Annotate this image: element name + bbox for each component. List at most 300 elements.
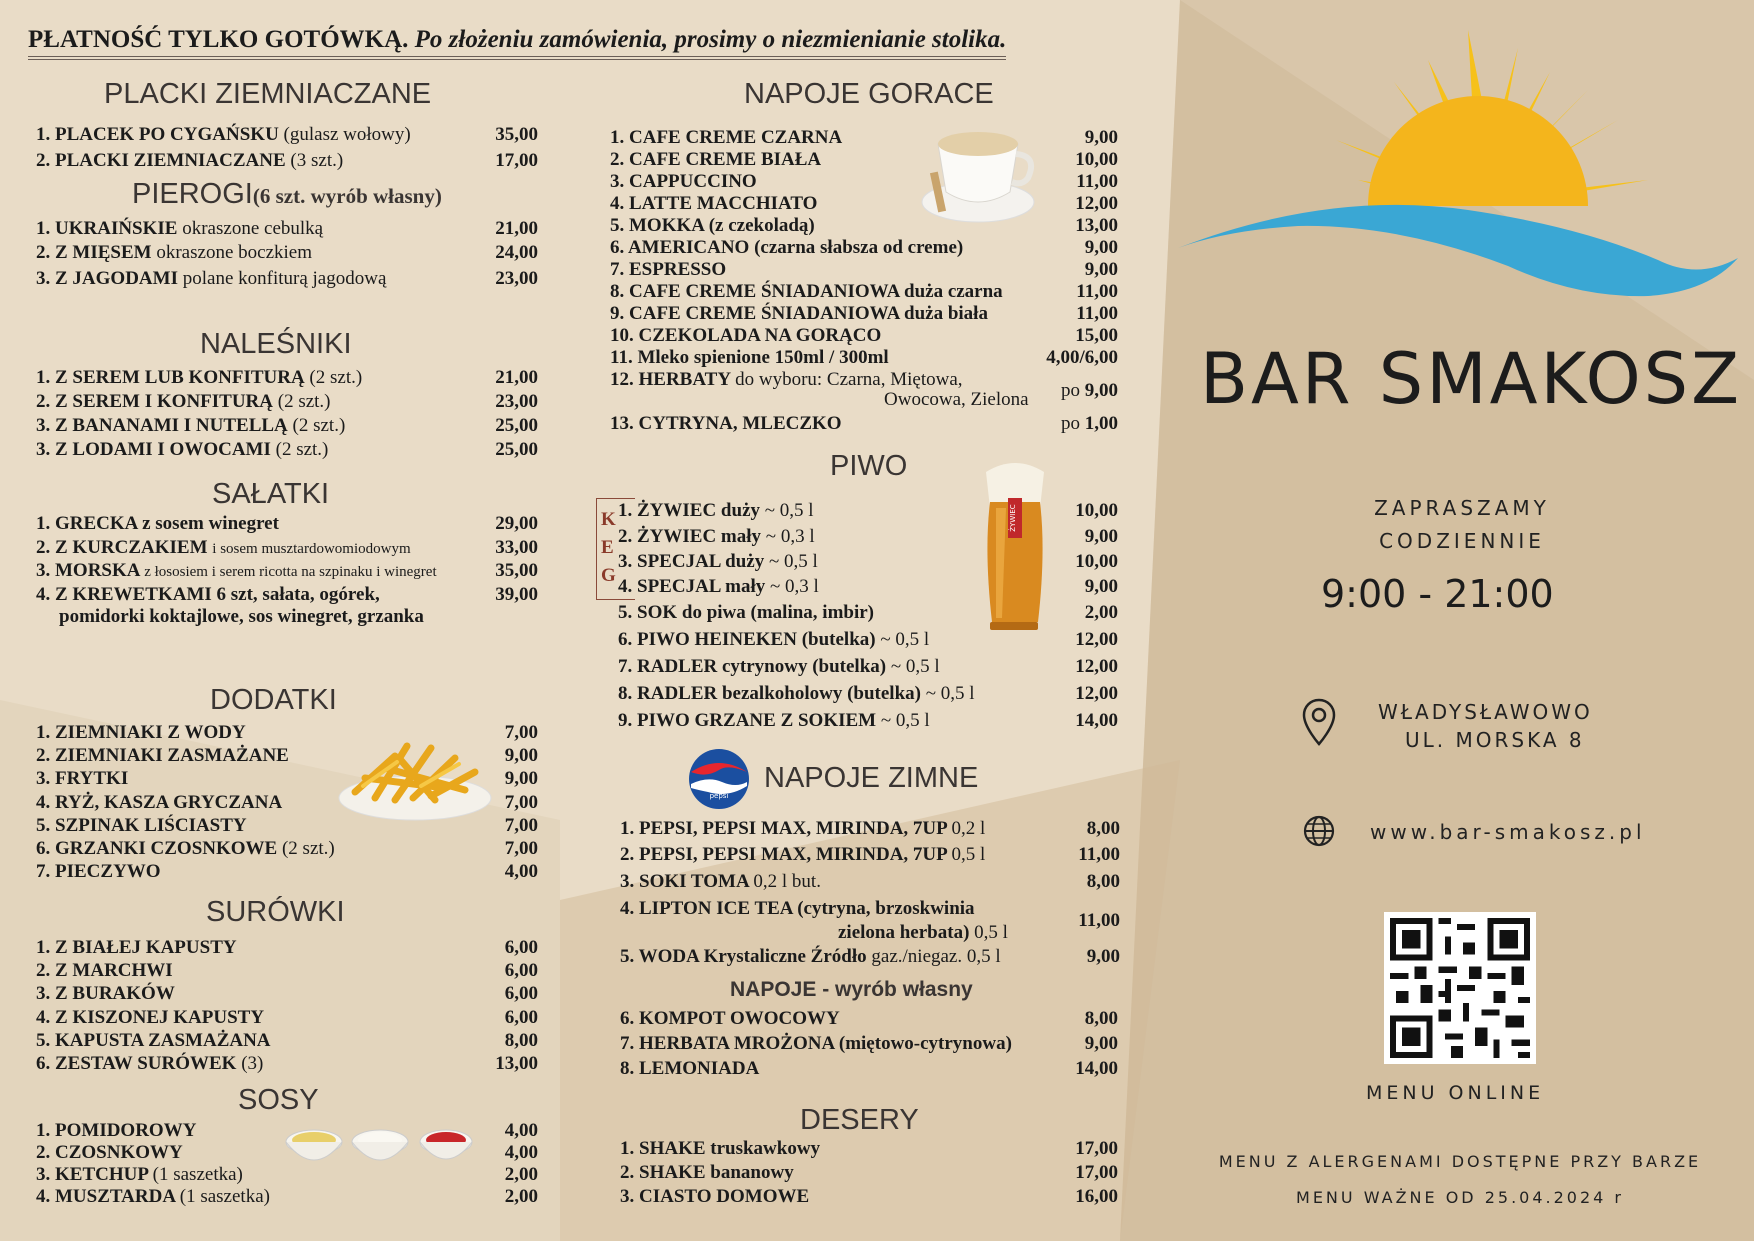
menu-item-name: 2. Z KURCZAKIEM [36, 537, 208, 558]
menu-item-price-value: 9,00 [504, 768, 538, 789]
menu-item-price-value: 2,00 [1084, 602, 1118, 623]
menu-item [36, 861, 161, 883]
menu-item [36, 745, 289, 767]
menu-item-note: (2 szt.) [277, 391, 331, 412]
menu-item-price [1075, 500, 1118, 522]
sun-logo-icon [1178, 30, 1738, 310]
menu-item-name: 2. ZIEMNIAKI ZASMAŻANE [36, 745, 289, 766]
menu-item [36, 415, 345, 437]
menu-item-name: 1. ŻYWIEC duży [618, 500, 760, 521]
menu-item-price-value: 11,00 [1076, 171, 1118, 192]
menu-item [620, 1058, 759, 1080]
menu-item-note: ~ 0,5 l [880, 629, 930, 650]
menu-item [610, 127, 842, 149]
menu-item-price-value: 23,00 [495, 268, 538, 289]
menu-item-note: (2 szt.) [292, 415, 346, 436]
menu-item-name: 2. Z MIĘSEM [36, 242, 152, 263]
section-title-pierogi [132, 178, 442, 211]
menu-item [610, 303, 988, 325]
section-title-napoje-gorace: NAPOJE GORACE [744, 78, 994, 110]
menu-item-name: 2. SHAKE bananowy [620, 1162, 794, 1183]
menu-item-price [1075, 551, 1118, 573]
menu-item-note: (2 szt.) [281, 838, 335, 859]
menu-item-price [1078, 844, 1120, 866]
allergens-note: MENU Z ALERGENAMI DOSTĘPNE PRZY BARZE [1218, 1152, 1702, 1171]
menu-item-name: 1. GRECKA z sosem winegret [36, 513, 279, 534]
menu-item-price-value: 11,00 [1076, 281, 1118, 302]
menu-item-name: 2. ŻYWIEC mały [618, 526, 762, 547]
pepsi-logo-icon [688, 748, 750, 810]
menu-item-name: 1. PLACEK PO CYGAŃSKU [36, 124, 279, 145]
menu-item-name: 1. ZIEMNIAKI Z WODY [36, 722, 246, 743]
menu-item [36, 124, 411, 146]
menu-item-price-value: 9,00 [1084, 237, 1118, 258]
menu-item-price-value: 10,00 [1075, 551, 1118, 572]
menu-item [610, 237, 963, 259]
menu-item-price [505, 745, 538, 767]
menu-item-price [1087, 818, 1120, 840]
menu-item-name: 4. MUSZTARDA [36, 1186, 175, 1207]
menu-item-price [505, 768, 538, 790]
menu-item-price [505, 983, 538, 1005]
menu-item-price-prefix: po [1061, 413, 1080, 434]
menu-item-price [505, 722, 538, 744]
menu-item-price [1075, 1138, 1118, 1160]
menu-item-name: 6. AMERICANO (czarna słabsza od creme) [610, 237, 964, 258]
menu-item [610, 171, 757, 193]
menu-item-price [1075, 1162, 1118, 1184]
menu-item-name: 1. UKRAIŃSKIE [36, 218, 178, 239]
menu-item-name: 3. KETCHUP [36, 1164, 148, 1185]
menu-item-name: 3. SPECJAL duży [618, 551, 765, 572]
menu-item-price [1076, 303, 1118, 325]
menu-item-price-value: 7,00 [504, 722, 538, 743]
menu-item-name: 4. Z KREWETKAMI 6 szt, sałata, ogórek, [36, 584, 380, 605]
menu-item-price-value: 8,00 [1086, 818, 1120, 839]
menu-item-name: 12. HERBATY [610, 369, 731, 390]
menu-item-price-value: 4,00 [504, 1142, 538, 1163]
beer-glass-label: ŻYWIEC [1009, 504, 1017, 532]
invite-line-1: ZAPRASZAMY [1374, 496, 1550, 520]
menu-item-price-value: 39,00 [495, 584, 538, 605]
menu-item [620, 1186, 809, 1208]
menu-item-name: 2. Z SEREM I KONFITURĄ [36, 391, 273, 412]
coffee-cup-icon [920, 120, 1040, 230]
menu-item-price [495, 242, 538, 264]
menu-item [618, 629, 929, 651]
menu-item-price-value: 14,00 [1075, 1058, 1118, 1079]
menu-item-price [495, 439, 538, 461]
menu-item-price [1085, 1008, 1118, 1030]
menu-item-name: 3. CIASTO DOMOWE [620, 1186, 810, 1207]
menu-item-name: 4. SPECJAL mały [618, 576, 766, 597]
menu-item-name: 13. CYTRYNA, MLECZKO [610, 413, 842, 434]
menu-item-price [1075, 629, 1118, 651]
menu-item [620, 844, 985, 866]
menu-item [610, 259, 726, 281]
menu-item [618, 710, 930, 732]
menu-item-name: 1. POMIDOROWY [36, 1120, 197, 1141]
section-title-dodatki: DODATKI [210, 684, 337, 716]
menu-item [618, 526, 815, 548]
location-pin-icon [1302, 698, 1336, 746]
menu-item-name: 3. Z BANANAMI I NUTELLĄ [36, 415, 288, 436]
menu-item-price [505, 815, 538, 837]
keg-letter-g: G [601, 565, 616, 586]
menu-item-price [1085, 1033, 1118, 1055]
menu-item-name: 7. PIECZYWO [36, 861, 161, 882]
menu-item-price [1078, 910, 1120, 932]
section-title-surowki: SURÓWKI [206, 896, 345, 928]
menu-item-note: (1 saszetka) [152, 1164, 243, 1185]
menu-item-price-value: 24,00 [495, 242, 538, 263]
section-title-desery: DESERY [800, 1104, 919, 1136]
menu-item [36, 1120, 196, 1142]
menu-item-price [1085, 576, 1118, 598]
menu-item-price [1085, 127, 1118, 149]
menu-item [620, 1008, 840, 1030]
menu-item-price [1075, 656, 1118, 678]
qr-code-icon[interactable] [1384, 912, 1536, 1064]
menu-item-price-value: 11,00 [1078, 910, 1120, 931]
menu-item [610, 281, 1003, 303]
menu-item-note: ~ 0,3 l [765, 526, 815, 547]
menu-item [618, 500, 814, 522]
menu-item-price-prefix: po [1061, 380, 1080, 401]
menu-item-note: 0,2 l [951, 818, 986, 839]
section-title-placki: PLACKI ZIEMNIACZANE [104, 78, 432, 110]
menu-item-price [1075, 710, 1118, 732]
menu-item-name: 1. PEPSI, PEPSI MAX, MIRINDA, 7UP [620, 818, 947, 839]
section-title-piwo: PIWO [830, 450, 908, 482]
menu-item-name: 8. LEMONIADA [620, 1058, 760, 1079]
menu-item-price-value: 9,00 [1084, 259, 1118, 280]
menu-item [36, 1142, 183, 1164]
menu-item-name: 8. CAFE CREME ŚNIADANIOWA duża czarna [610, 281, 1003, 302]
menu-item-price [1085, 602, 1118, 624]
menu-item-price-value: 21,00 [495, 367, 538, 388]
menu-item-price [1061, 380, 1118, 402]
menu-item [36, 560, 437, 583]
menu-item-price [1087, 946, 1120, 968]
lipton-continuation-text: zielona herbata) [838, 922, 970, 943]
menu-item-price [1075, 683, 1118, 705]
menu-item-name: 3. FRYTKI [36, 768, 129, 789]
menu-item-price [1075, 1186, 1118, 1208]
menu-item-note: ~ 0,5 l [890, 656, 940, 677]
menu-item [610, 369, 963, 391]
menu-item-price [1085, 259, 1118, 281]
menu-item [36, 513, 279, 535]
menu-item [36, 367, 362, 389]
menu-item-name: 5. MOKKA (z czekoladą) [610, 215, 815, 236]
keg-letter-k: K [601, 509, 616, 530]
menu-item [36, 722, 246, 744]
menu-item-note: (gulasz wołowy) [283, 124, 411, 145]
menu-item-price-value: 4,00 [504, 1120, 538, 1141]
lipton-continuation [838, 922, 1008, 944]
menu-item [610, 193, 817, 215]
menu-item-note: (3) [241, 1053, 264, 1074]
menu-item-price [505, 1030, 538, 1052]
address-city: WŁADYSŁAWOWO [1378, 700, 1593, 724]
menu-item-price-value: 4,00 [504, 861, 538, 882]
menu-item-price [495, 150, 538, 172]
notice-italic: Po złożeniu zamówienia, prosimy o niezmienianie stolika. [414, 26, 1007, 53]
menu-item [36, 1030, 271, 1052]
menu-item-price [1085, 526, 1118, 548]
menu-item-price-value: 6,00 [504, 960, 538, 981]
menu-item [620, 818, 985, 840]
salatki-continuation: pomidorki koktajlowe, sos winegret, grzanka [59, 606, 424, 627]
herbaty-continuation [884, 389, 1029, 411]
menu-item-price-value: 16,00 [1075, 1186, 1118, 1207]
valid-from-note: MENU WAŻNE OD 25.04.2024 r [1296, 1188, 1624, 1207]
menu-item-note: (3 szt.) [290, 150, 344, 171]
menu-item [620, 1033, 1012, 1055]
menu-item-price [495, 367, 538, 389]
menu-item-name: 1. SHAKE truskawkowy [620, 1138, 821, 1159]
menu-item-price-value: 15,00 [1075, 325, 1118, 346]
menu-item-price [1075, 215, 1118, 237]
menu-item [36, 960, 173, 982]
menu-item-price-value: 2,00 [504, 1186, 538, 1207]
website-link[interactable]: www.bar-smakosz.pl [1370, 820, 1646, 844]
menu-item-name: 6. ZESTAW SURÓWEK [36, 1053, 237, 1074]
menu-item-name: 1. Z BIAŁEJ KAPUSTY [36, 937, 237, 958]
menu-item-price-value: 7,00 [504, 838, 538, 859]
menu-item [36, 1186, 270, 1208]
menu-item-name: 2. PEPSI, PEPSI MAX, MIRINDA, 7UP [620, 844, 947, 865]
menu-item [36, 584, 380, 606]
menu-item [36, 1007, 264, 1029]
menu-item-price-value: 9,00 [1084, 127, 1118, 148]
menu-item [618, 656, 940, 678]
menu-item-price [1046, 347, 1118, 369]
menu-item-price-value: 10,00 [1075, 149, 1118, 170]
menu-item-price [495, 218, 538, 240]
menu-item-name: 8. RADLER bezalkoholowy (butelka) [618, 683, 921, 704]
menu-item-price [1075, 193, 1118, 215]
menu-item-name: 5. SOK do piwa (malina, imbir) [618, 602, 874, 623]
menu-item-name: 1. Z SEREM LUB KONFITURĄ [36, 367, 305, 388]
menu-item [620, 1162, 794, 1184]
menu-item-name: 6. GRZANKI CZOSNKOWE [36, 838, 278, 859]
menu-item [36, 537, 411, 560]
menu-item-price-value: 17,00 [1075, 1138, 1118, 1159]
menu-item-name: 7. ESPRESSO [610, 259, 727, 280]
menu-item-price [1075, 1058, 1118, 1080]
herbaty-continuation-text: Owocowa, Zielona [884, 389, 1029, 410]
menu-item-name: 3. Z BURAKÓW [36, 983, 175, 1004]
sauce-bowls-icon [284, 1120, 474, 1172]
menu-item-price-value: 6,00 [504, 983, 538, 1004]
menu-item-price-value: 8,00 [1084, 1008, 1118, 1029]
menu-item-price-value: 11,00 [1076, 303, 1118, 324]
lipton-note: 0,5 l [974, 922, 1008, 943]
beer-glass-icon [980, 462, 1050, 632]
menu-item-price-value: 9,00 [1084, 380, 1118, 401]
menu-item-name: 5. WODA Krystaliczne Źródło [620, 946, 867, 967]
menu-item-price [1075, 149, 1118, 171]
menu-item-name: 9. CAFE CREME ŚNIADANIOWA duża biała [610, 303, 988, 324]
keg-letter-e: E [601, 537, 614, 558]
menu-item-price-value: 13,00 [1075, 215, 1118, 236]
menu-item-price-value: 23,00 [495, 391, 538, 412]
menu-item-note: (2 szt.) [275, 439, 329, 460]
menu-item-price [495, 1053, 538, 1075]
menu-item-price-value: 4,00/6,00 [1046, 347, 1118, 368]
menu-item [618, 602, 874, 624]
menu-item [36, 1053, 263, 1075]
menu-online-label: MENU ONLINE [1366, 1082, 1545, 1104]
menu-item-price [505, 1120, 538, 1142]
menu-item-price [1061, 413, 1118, 435]
menu-item-price-value: 12,00 [1075, 193, 1118, 214]
menu-item-price-value: 1,00 [1084, 413, 1118, 434]
menu-item-price-value: 25,00 [495, 415, 538, 436]
section-title-salatki: SAŁATKI [212, 478, 330, 510]
menu-item-note: i sosem musztardowomiodowym [212, 541, 411, 557]
menu-item-note: ~ 0,3 l [770, 576, 819, 597]
menu-item-price-value: 25,00 [495, 439, 538, 460]
menu-item-price [505, 1007, 538, 1029]
menu-item-note: ~ 0,5 l [880, 710, 930, 731]
menu-item-note: z łososiem i serem ricotta na szpinaku i winegret [144, 564, 437, 580]
menu-item-name: 9. PIWO GRZANE Z SOKIEM [618, 710, 877, 731]
menu-item-note: (1 saszetka) [179, 1186, 270, 1207]
menu-item-name: 2. Z MARCHWI [36, 960, 173, 981]
menu-item-price [1085, 237, 1118, 259]
menu-item-note: ~ 0,5 l [764, 500, 814, 521]
menu-item [36, 218, 323, 240]
menu-item [610, 325, 881, 347]
menu-item-price [1075, 325, 1118, 347]
menu-item [610, 413, 842, 435]
menu-item-price [495, 584, 538, 606]
menu-item [36, 391, 331, 413]
menu-item-price-value: 9,00 [1084, 576, 1118, 597]
menu-item-price-value: 11,00 [1078, 844, 1120, 865]
menu-item [618, 576, 819, 598]
section-title-napoje-zimne: NAPOJE ZIMNE [764, 762, 979, 794]
menu-item [620, 1138, 820, 1160]
menu-item-note: 0,2 l but. [753, 871, 821, 892]
address-street: UL. MORSKA 8 [1405, 728, 1585, 752]
menu-item [620, 946, 1001, 968]
menu-item-price [495, 560, 538, 582]
menu-item-price [495, 415, 538, 437]
menu-item [620, 898, 975, 920]
menu-item-price-value: 13,00 [495, 1053, 538, 1074]
menu-item-price [495, 513, 538, 535]
menu-item [610, 149, 821, 171]
menu-item-price [495, 537, 538, 559]
menu-item-name: 5. KAPUSTA ZASMAŻANA [36, 1030, 271, 1051]
payment-notice [28, 26, 1006, 60]
menu-item-name: 4. Z KISZONEJ KAPUSTY [36, 1007, 265, 1028]
menu-item-price-value: 7,00 [504, 792, 538, 813]
menu-item-price-value: 9,00 [1084, 1033, 1118, 1054]
fries-icon [335, 728, 495, 824]
section-title-sosy: SOSY [238, 1084, 319, 1116]
menu-item-name: 3. Z LODAMI I OWOCAMI [36, 439, 271, 460]
menu-item-price [495, 124, 538, 146]
menu-item [36, 1164, 243, 1186]
menu-item-name: 2. CAFE CREME BIAŁA [610, 149, 822, 170]
menu-item-price-value: 6,00 [504, 1007, 538, 1028]
menu-item-name: 1. CAFE CREME CZARNA [610, 127, 843, 148]
menu-item [36, 268, 386, 290]
menu-item [36, 937, 237, 959]
menu-item-price [505, 861, 538, 883]
menu-item-price [1076, 281, 1118, 303]
menu-item-note: okraszone cebulką [182, 218, 324, 239]
menu-item [618, 551, 818, 573]
menu-item-price-value: 9,00 [1084, 526, 1118, 547]
menu-item-name: 6. KOMPOT OWOCOWY [620, 1008, 840, 1029]
menu-item-price [1076, 171, 1118, 193]
menu-item-name: 11. Mleko spienione 150ml / 300ml [610, 347, 889, 368]
menu-item-note: okraszone boczkiem [156, 242, 312, 263]
menu-item [36, 792, 282, 814]
menu-item [36, 983, 175, 1005]
notice-bold: PŁATNOŚĆ TYLKO GOTÓWKĄ. [28, 26, 409, 53]
menu-item-note: (2 szt.) [309, 367, 363, 388]
menu-item-price [505, 838, 538, 860]
section-title-napoje-wlasne: NAPOJE - wyrób własny [730, 978, 973, 1001]
menu-item-price-value: 17,00 [495, 150, 538, 171]
menu-item [618, 683, 975, 705]
invite-line-2: CODZIENNIE [1379, 529, 1545, 553]
menu-item-name: 4. LIPTON ICE TEA (cytryna, brzoskwinia [620, 898, 975, 919]
menu-item-name: 5. SZPINAK LIŚCIASTY [36, 815, 247, 836]
menu-item-note: 0,5 l [951, 844, 986, 865]
brand-title: BAR SMAKOSZ [1200, 338, 1743, 420]
menu-item [36, 242, 312, 264]
menu-item-name: 2. CZOSNKOWY [36, 1142, 183, 1163]
menu-item-price-value: 12,00 [1075, 683, 1118, 704]
menu-item-price-value: 12,00 [1075, 656, 1118, 677]
menu-item-price [505, 937, 538, 959]
menu-item-price-value: 8,00 [504, 1030, 538, 1051]
menu-item [36, 150, 343, 172]
menu-item-price-value: 2,00 [504, 1164, 538, 1185]
menu-item-note: ~ 0,5 l [768, 551, 818, 572]
menu-item-price-value: 33,00 [495, 537, 538, 558]
menu-item-price-value: 6,00 [504, 937, 538, 958]
menu-item-price [1087, 871, 1120, 893]
menu-item-name: 3. CAPPUCCINO [610, 171, 757, 192]
menu-item [36, 838, 335, 860]
menu-item-price [505, 1164, 538, 1186]
menu-item-note: ~ 0,5 l [925, 683, 975, 704]
menu-item-name: 3. SOKI TOMA [620, 871, 749, 892]
menu-item-price-value: 7,00 [504, 815, 538, 836]
menu-item-name: 2. PLACKI ZIEMNIACZANE [36, 150, 286, 171]
menu-item-price-value: 35,00 [495, 124, 538, 145]
menu-item-note: do wyboru: Czarna, Miętowa, [735, 369, 963, 390]
menu-item [36, 815, 247, 837]
menu-item-price-value: 12,00 [1075, 629, 1118, 650]
menu-item-price-value: 14,00 [1075, 710, 1118, 731]
menu-item-price [495, 391, 538, 413]
menu-item-price-value: 21,00 [495, 218, 538, 239]
menu-item-price [495, 268, 538, 290]
menu-item-price-value: 17,00 [1075, 1162, 1118, 1183]
menu-item-price-value: 35,00 [495, 560, 538, 581]
pierogi-title: PIEROGI [132, 178, 253, 210]
